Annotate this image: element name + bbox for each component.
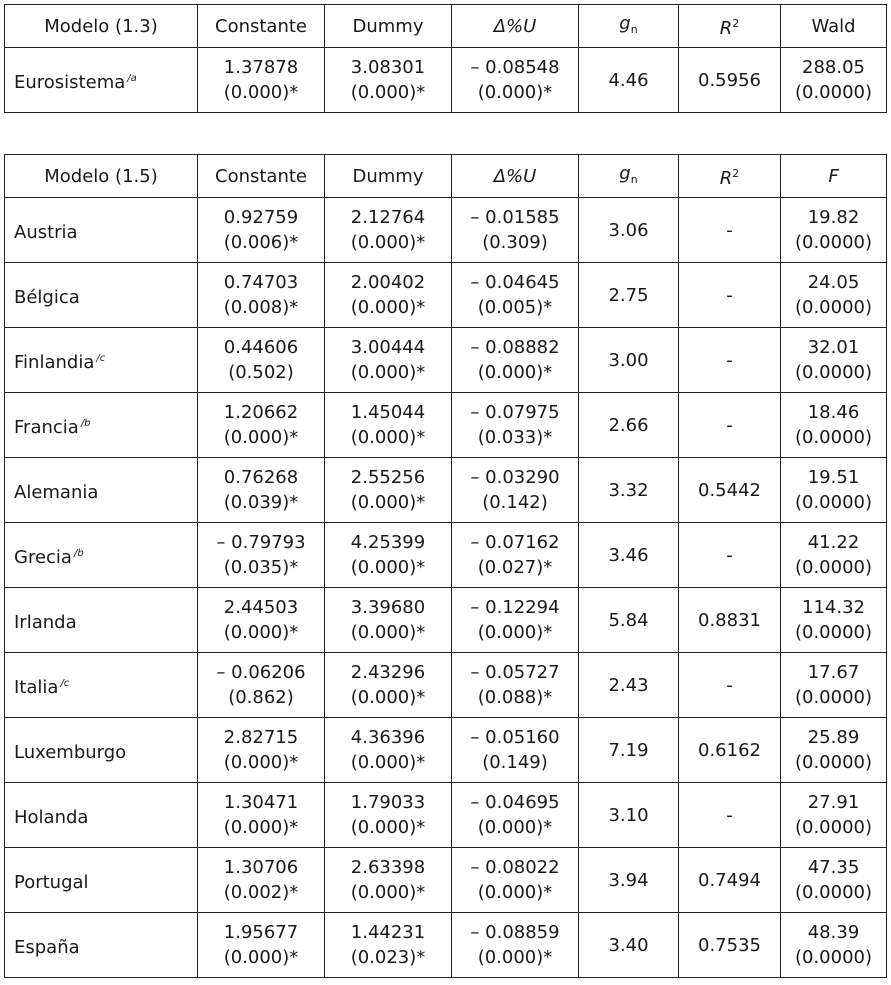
table-header-row <box>5 155 887 198</box>
table-row <box>5 328 887 393</box>
table-row <box>5 653 887 718</box>
r2-cell: - <box>679 393 781 458</box>
dummy-cell <box>325 718 452 783</box>
delta-u-pvalue: (0.000)* <box>477 622 553 643</box>
header-constant: Constante <box>198 155 325 198</box>
r2-cell: - <box>679 198 781 263</box>
stat-pvalue: (0.0000) <box>794 557 873 578</box>
constant-pvalue: (0.035)* <box>223 557 299 578</box>
dummy-pvalue: (0.000)* <box>350 492 426 513</box>
stat-value: 18.46 <box>807 402 860 423</box>
delta-u-value: – 0.07975 <box>470 402 560 423</box>
dummy-cell <box>325 198 452 263</box>
dummy-cell <box>325 523 452 588</box>
dummy-pvalue: (0.000)* <box>350 622 426 643</box>
delta-u-cell <box>452 848 579 913</box>
dummy-pvalue: (0.000)* <box>350 687 426 708</box>
constant-cell <box>198 653 325 718</box>
header-constant: Constante <box>198 5 325 48</box>
delta-u-cell <box>452 263 579 328</box>
delta-u-cell <box>452 458 579 523</box>
delta-u-value: – 0.01585 <box>470 207 560 228</box>
delta-u-cell <box>452 198 579 263</box>
stat-pvalue: (0.0000) <box>794 297 873 318</box>
table-row <box>5 848 887 913</box>
delta-u-value: – 0.08859 <box>470 922 560 943</box>
gn-cell: 2.66 <box>579 393 679 458</box>
dummy-cell <box>325 393 452 458</box>
delta-u-cell <box>452 328 579 393</box>
constant-cell <box>198 848 325 913</box>
delta-u-pvalue: (0.000)* <box>477 82 553 103</box>
gn-cell: 3.00 <box>579 328 679 393</box>
constant-value: 2.82715 <box>223 727 299 748</box>
constant-pvalue: (0.502) <box>228 362 294 383</box>
stat-pvalue: (0.0000) <box>794 882 873 903</box>
stat-value: 41.22 <box>807 532 860 553</box>
table-row <box>5 913 887 978</box>
r2-cell: - <box>679 653 781 718</box>
dummy-cell <box>325 458 452 523</box>
model-1-3-table <box>4 4 887 113</box>
row-country-name: Alemania <box>5 458 198 523</box>
table-row <box>5 48 887 113</box>
delta-u-value: – 0.07162 <box>470 532 560 553</box>
stat-pvalue: (0.0000) <box>794 427 873 448</box>
delta-u-pvalue: (0.000)* <box>477 817 553 838</box>
header-r2: $R^2$ <box>679 5 781 48</box>
stat-cell <box>781 913 887 978</box>
dummy-value: 1.44231 <box>350 922 426 943</box>
dummy-cell <box>325 653 452 718</box>
header-gn: $g_n$ <box>579 155 679 198</box>
row-country-name: Bélgica <box>5 263 198 328</box>
delta-u-value: – 0.08882 <box>470 337 560 358</box>
constant-value: 1.30706 <box>223 857 299 878</box>
header-model: Modelo (1.5) <box>5 155 198 198</box>
stat-cell <box>781 393 887 458</box>
stat-value: 48.39 <box>807 922 860 943</box>
dummy-cell <box>325 588 452 653</box>
stat-cell <box>781 588 887 653</box>
delta-u-cell <box>452 718 579 783</box>
delta-u-cell <box>452 48 579 113</box>
stat-pvalue: (0.0000) <box>794 82 873 103</box>
dummy-value: 3.00444 <box>350 337 426 358</box>
dummy-value: 1.45044 <box>350 402 426 423</box>
delta-u-pvalue: (0.033)* <box>477 427 553 448</box>
r2-cell: - <box>679 523 781 588</box>
delta-u-value: – 0.12294 <box>470 597 560 618</box>
constant-value: 1.37878 <box>223 57 299 78</box>
delta-u-pvalue: (0.142) <box>482 492 548 513</box>
row-country-name: España <box>5 913 198 978</box>
row-country-name: Grecia $^{/b}$ <box>5 523 198 588</box>
delta-u-pvalue: (0.000)* <box>477 947 553 968</box>
delta-u-value: – 0.05160 <box>470 727 560 748</box>
stat-cell <box>781 198 887 263</box>
r2-cell: 0.8831 <box>679 588 781 653</box>
constant-pvalue: (0.006)* <box>223 232 299 253</box>
constant-pvalue: (0.008)* <box>223 297 299 318</box>
gn-cell: 3.94 <box>579 848 679 913</box>
table-row <box>5 393 887 458</box>
dummy-value: 3.39680 <box>350 597 426 618</box>
dummy-pvalue: (0.000)* <box>350 817 426 838</box>
dummy-value: 2.12764 <box>350 207 426 228</box>
row-country-name: Irlanda <box>5 588 198 653</box>
r2-cell: - <box>679 263 781 328</box>
dummy-value: 1.79033 <box>350 792 426 813</box>
constant-cell <box>198 198 325 263</box>
dummy-pvalue: (0.000)* <box>350 362 426 383</box>
r2-cell: - <box>679 783 781 848</box>
stat-pvalue: (0.0000) <box>794 362 873 383</box>
delta-u-pvalue: (0.027)* <box>477 557 553 578</box>
constant-value: 0.92759 <box>223 207 299 228</box>
stat-value: 32.01 <box>807 337 860 358</box>
r2-cell: 0.5442 <box>679 458 781 523</box>
stat-cell <box>781 783 887 848</box>
dummy-value: 2.63398 <box>350 857 426 878</box>
delta-u-pvalue: (0.005)* <box>477 297 553 318</box>
dummy-value: 4.25399 <box>350 532 426 553</box>
gn-cell: 2.43 <box>579 653 679 718</box>
dummy-value: 2.43296 <box>350 662 426 683</box>
stat-value: 19.82 <box>807 207 860 228</box>
dummy-cell <box>325 263 452 328</box>
gn-cell: 4.46 <box>579 48 679 113</box>
constant-pvalue: (0.000)* <box>223 752 299 773</box>
dummy-pvalue: (0.000)* <box>350 752 426 773</box>
constant-value: 0.76268 <box>223 467 299 488</box>
gn-cell: 7.19 <box>579 718 679 783</box>
dummy-pvalue: (0.000)* <box>350 882 426 903</box>
table-row <box>5 783 887 848</box>
row-country-name: Holanda <box>5 783 198 848</box>
r2-cell: - <box>679 328 781 393</box>
dummy-value: 4.36396 <box>350 727 426 748</box>
table-row <box>5 198 887 263</box>
header-gn: $g_n$ <box>579 5 679 48</box>
delta-u-pvalue: (0.149) <box>482 752 548 773</box>
stat-pvalue: (0.0000) <box>794 752 873 773</box>
delta-u-pvalue: (0.088)* <box>477 687 553 708</box>
delta-u-value: – 0.04695 <box>470 792 560 813</box>
constant-pvalue: (0.862) <box>228 687 294 708</box>
constant-cell <box>198 783 325 848</box>
stat-value: 114.32 <box>802 597 865 618</box>
constant-value: 1.20662 <box>223 402 299 423</box>
footnote-marker: /b <box>80 417 91 429</box>
delta-u-cell <box>452 393 579 458</box>
stat-pvalue: (0.0000) <box>794 232 873 253</box>
dummy-value: 2.00402 <box>350 272 426 293</box>
footnote-marker: /b <box>73 547 84 559</box>
header-dummy: Dummy <box>325 5 452 48</box>
header-model: Modelo (1.3) <box>5 5 198 48</box>
stat-pvalue: (0.0000) <box>794 687 873 708</box>
table-row <box>5 588 887 653</box>
delta-u-pvalue: (0.000)* <box>477 882 553 903</box>
table-header-row <box>5 5 887 48</box>
dummy-pvalue: (0.000)* <box>350 297 426 318</box>
stat-pvalue: (0.0000) <box>794 947 873 968</box>
stat-cell <box>781 48 887 113</box>
constant-value: – 0.79793 <box>216 532 306 553</box>
row-country-name: Luxemburgo <box>5 718 198 783</box>
header-dummy: Dummy <box>325 155 452 198</box>
row-country-name: Eurosistema $^{/a}$ <box>5 48 198 113</box>
constant-value: 1.95677 <box>223 922 299 943</box>
constant-cell <box>198 523 325 588</box>
r2-cell: 0.5956 <box>679 48 781 113</box>
stat-pvalue: (0.0000) <box>794 817 873 838</box>
constant-pvalue: (0.039)* <box>223 492 299 513</box>
header-f: F <box>781 155 887 198</box>
constant-pvalue: (0.000)* <box>223 622 299 643</box>
constant-pvalue: (0.000)* <box>223 427 299 448</box>
delta-u-value: – 0.04645 <box>470 272 560 293</box>
gn-cell: 2.75 <box>579 263 679 328</box>
table-row <box>5 458 887 523</box>
header-wald: Wald <box>781 5 887 48</box>
constant-cell <box>198 458 325 523</box>
row-country-name: Portugal <box>5 848 198 913</box>
gn-cell: 3.10 <box>579 783 679 848</box>
constant-cell <box>198 718 325 783</box>
dummy-cell <box>325 913 452 978</box>
dummy-pvalue: (0.000)* <box>350 82 426 103</box>
constant-value: 0.74703 <box>223 272 299 293</box>
stat-cell <box>781 523 887 588</box>
header-delta-u: Δ%U <box>452 155 579 198</box>
constant-pvalue: (0.002)* <box>223 882 299 903</box>
row-country-name: Francia $^{/b}$ <box>5 393 198 458</box>
stat-cell <box>781 328 887 393</box>
gn-cell: 5.84 <box>579 588 679 653</box>
stat-value: 25.89 <box>807 727 860 748</box>
delta-u-pvalue: (0.000)* <box>477 362 553 383</box>
stat-value: 19.51 <box>807 467 860 488</box>
stat-value: 288.05 <box>802 57 865 78</box>
stat-cell <box>781 718 887 783</box>
dummy-pvalue: (0.023)* <box>350 947 426 968</box>
row-country-name: Finlandia $^{/c}$ <box>5 328 198 393</box>
stat-value: 47.35 <box>807 857 860 878</box>
header-delta-u: Δ%U <box>452 5 579 48</box>
constant-cell <box>198 48 325 113</box>
gn-cell: 3.46 <box>579 523 679 588</box>
delta-u-value: – 0.08022 <box>470 857 560 878</box>
delta-u-value: – 0.08548 <box>470 57 560 78</box>
row-country-name: Austria <box>5 198 198 263</box>
dummy-pvalue: (0.000)* <box>350 557 426 578</box>
dummy-value: 3.08301 <box>350 57 426 78</box>
dummy-pvalue: (0.000)* <box>350 427 426 448</box>
constant-value: – 0.06206 <box>216 662 306 683</box>
footnote-marker: /c <box>60 677 70 689</box>
delta-u-cell <box>452 653 579 718</box>
dummy-cell <box>325 328 452 393</box>
gn-cell: 3.40 <box>579 913 679 978</box>
delta-u-value: – 0.03290 <box>470 467 560 488</box>
constant-cell <box>198 328 325 393</box>
r2-cell: 0.7535 <box>679 913 781 978</box>
constant-pvalue: (0.000)* <box>223 817 299 838</box>
header-r2: $R^2$ <box>679 155 781 198</box>
stat-cell <box>781 263 887 328</box>
table-row <box>5 263 887 328</box>
model-1-5-table <box>4 154 887 978</box>
constant-value: 1.30471 <box>223 792 299 813</box>
constant-pvalue: (0.000)* <box>223 82 299 103</box>
delta-u-cell <box>452 783 579 848</box>
delta-u-cell <box>452 913 579 978</box>
constant-cell <box>198 263 325 328</box>
constant-cell <box>198 588 325 653</box>
r2-cell: 0.6162 <box>679 718 781 783</box>
constant-value: 0.44606 <box>223 337 299 358</box>
stat-cell <box>781 458 887 523</box>
row-country-name: Italia $^{/c}$ <box>5 653 198 718</box>
delta-u-cell <box>452 523 579 588</box>
dummy-cell <box>325 783 452 848</box>
dummy-pvalue: (0.000)* <box>350 232 426 253</box>
footnote-marker: /c <box>96 352 106 364</box>
dummy-cell <box>325 848 452 913</box>
delta-u-pvalue: (0.309) <box>482 232 548 253</box>
stat-value: 27.91 <box>807 792 860 813</box>
delta-u-value: – 0.05727 <box>470 662 560 683</box>
stat-cell <box>781 653 887 718</box>
gn-cell: 3.32 <box>579 458 679 523</box>
stat-pvalue: (0.0000) <box>794 622 873 643</box>
constant-value: 2.44503 <box>223 597 299 618</box>
footnote-marker: /a <box>127 72 137 84</box>
delta-u-cell <box>452 588 579 653</box>
dummy-value: 2.55256 <box>350 467 426 488</box>
constant-pvalue: (0.000)* <box>223 947 299 968</box>
constant-cell <box>198 913 325 978</box>
stat-cell <box>781 848 887 913</box>
table-row <box>5 718 887 783</box>
r2-cell: 0.7494 <box>679 848 781 913</box>
stat-value: 24.05 <box>807 272 860 293</box>
table-row <box>5 523 887 588</box>
gn-cell: 3.06 <box>579 198 679 263</box>
stat-pvalue: (0.0000) <box>794 492 873 513</box>
dummy-cell <box>325 48 452 113</box>
stat-value: 17.67 <box>807 662 860 683</box>
constant-cell <box>198 393 325 458</box>
